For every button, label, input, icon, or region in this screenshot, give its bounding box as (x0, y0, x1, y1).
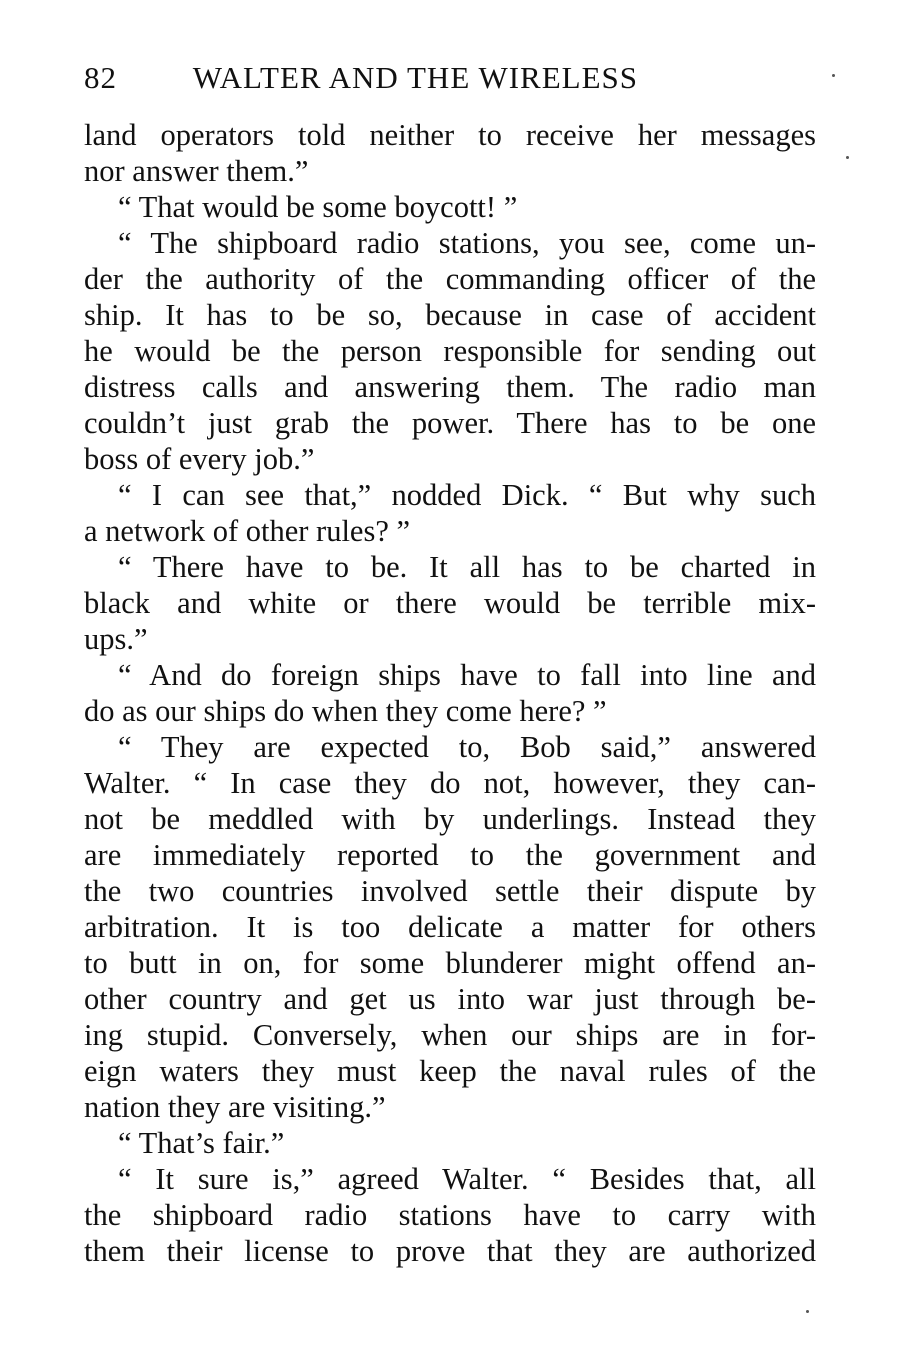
text-line: nor answer them.” (84, 154, 309, 188)
text-line: “ It sure is,” agreed Walter. “ Besides that, all (118, 1162, 816, 1196)
text-line: Walter. “ In case they do not, however, they can- (84, 766, 816, 800)
text-line: “ The shipboard radio stations, you see, come un- (118, 226, 816, 260)
print-speck (806, 1310, 809, 1313)
text-line: other country and get us into war just through be- (84, 982, 816, 1016)
text-line: the two countries involved settle their dispute by (84, 874, 816, 908)
text-line: are immediately reported to the government and (84, 838, 816, 872)
text-line: to butt in on, for some blunderer might offend an- (84, 946, 816, 980)
text-line: “ That would be some boycott! ” (118, 190, 518, 224)
text-line: “ They are expected to, Bob said,” answered (118, 730, 816, 764)
text-line: ship. It has to be so, because in case of accident (84, 298, 816, 332)
text-line: couldn’t just grab the power. There has to be one (84, 406, 816, 440)
text-line: them their license to prove that they are authorized (84, 1234, 816, 1268)
text-line: a network of other rules? ” (84, 514, 411, 548)
text-line: ing stupid. Conversely, when our ships are in for- (84, 1018, 816, 1052)
text-line: he would be the person responsible for sending out (84, 334, 816, 368)
text-line: land operators told neither to receive her messages (84, 118, 816, 152)
text-line: “ I can see that,” nodded Dick. “ But why such (118, 478, 816, 512)
text-line: “ And do foreign ships have to fall into line and (118, 658, 816, 692)
text-line: arbitration. It is too delicate a matter for others (84, 910, 816, 944)
text-line: not be meddled with by underlings. Instead they (84, 802, 816, 836)
running-title: WALTER AND THE WIRELESS (192, 60, 638, 95)
text-line: black and white or there would be terrible mix- (84, 586, 816, 620)
page-header (84, 60, 824, 100)
text-line: the shipboard radio stations have to carry with (84, 1198, 816, 1232)
text-line: distress calls and answering them. The radio man (84, 370, 816, 404)
body-text (84, 117, 816, 1269)
text-line: “ There have to be. It all has to be charted in (118, 550, 816, 584)
print-speck (846, 156, 849, 159)
text-line: “ That’s fair.” (118, 1126, 285, 1160)
text-line: der the authority of the commanding officer of the (84, 262, 816, 296)
text-line: boss of every job.” (84, 442, 315, 476)
text-line: do as our ships do when they come here? ” (84, 694, 607, 728)
page-number: 82 (84, 60, 117, 95)
text-line: nation they are visiting.” (84, 1090, 386, 1124)
text-line: ups.” (84, 622, 148, 656)
text-line: eign waters they must keep the naval rules of the (84, 1054, 816, 1088)
print-speck (832, 74, 835, 77)
